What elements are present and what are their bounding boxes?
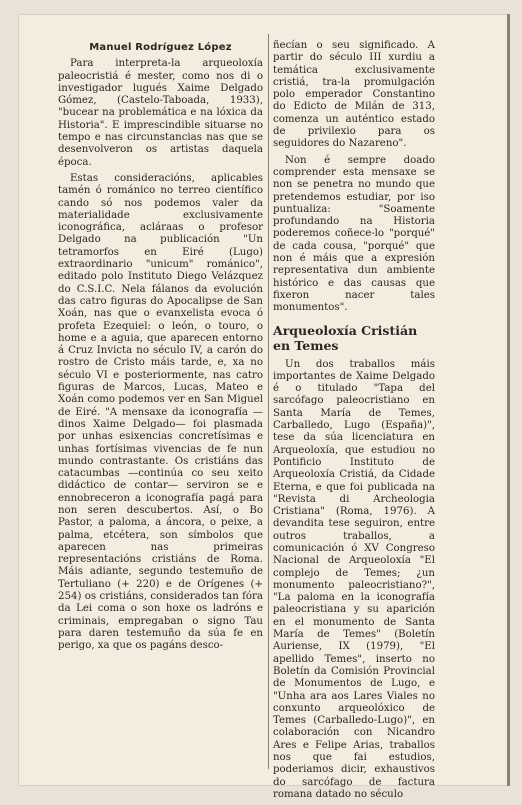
author-byline: Manuel Rodríguez López — [89, 42, 232, 53]
newspaper-clipping — [18, 14, 510, 800]
paragraph: ñecían o seu significado. A partir do século III xurdiu a temática exclusivamente cristiá, tra-la promulgación polo emperador Constantino do Edicto de Milán de 313, comenza un auténtico estado de privilexio para os seguidores do Nazareno". — [273, 40, 435, 150]
paragraph: Non é sempre doado comprender esta mensaxe se non se penetra no mundo que pretendemos estudiar, por iso puntualiza: "Soamente profundando na Historia poderemos coñece-lo "porqué" de cada cousa, "porqué" que non é máis que a expresión representativa dun ambiente histórico e das causas que fixeron nacer tales monumentos". — [273, 154, 435, 314]
column-divider — [268, 34, 269, 769]
left-column — [58, 42, 263, 657]
section-heading: Arqueoloxía Cristián en Temes — [273, 322, 418, 353]
right-column — [273, 40, 435, 805]
paper-edge — [507, 14, 510, 786]
paragraph: Un dos traballos máis importantes de Xaime Delgado é o titulado "Tapa del sarcófago paleocristiano en Santa María de Temes, Carballedo, Lugo (España)", tese da súa licenciatura en Arqueoloxía, que estudiou no Pontificio Instituto de Arqueoloxía Cristiá, da Cidade Eterna, e que foi publicada na "Revista di Archeologia Cristiana" (Roma, 1976). A devandita tese seguiron, entre outros traballos, a comunicación ó XV Congreso Nacional de Arqueoloxía "El complejo de Temes; ¿un monumento paleocristiano?", "La paloma en la iconografía paleocristiana y su aparición en el monumento de Santa María de Temes" (Boletín Auriense, IX (1979), "El apellido Temes", inserto no Boletín da Comisión Provincial de Monumentos de Lugo, e "Unha ara aos Lares Viales no conxunto arqueolóxico de Temes (Carballedo-Lugo)", en colaboración con Nicandro Ares e Felipe Arias, traballos nos que fai estudios, poderiamos dicir, exhaustivos do sarcófago de factura romana datado no século — [273, 358, 435, 800]
paragraph: Para interpreta-la arqueoloxía paleocristiá é mester, como nos di o investigador lugués Xaime Delgado Gómez, (Castelo-Taboada, 1933), "bucear na problemática e na lóxica da Historia". E imprescindible situarse no tempo e nas circunstancias nas que se desenvolveron os artistas daquela época. — [58, 58, 263, 168]
paragraph: Estas consideracións, aplicables tamén ó románico no terreo científico cando só nos podemos valer da materialidade exclusivamente iconográfica, acláraas o profesor Delgado na publicación "Un tetramorfos en Eiré (Lugo) extraordinario "unicum" románico", editado polo Instituto Diego Velázquez do C.S.I.C. Nela fálanos da evolución das catro figuras do Apocalipse de San Xoán, nas que o evanxelista evoca ó profeta Ezequiel: o león, o touro, o home e a aguia, que aparecen entorno á Cruz Invicta no século IV, a carón do rostro de Cristo máis tarde, e, xa no século VI e posteriormente, nas catro figuras de Marcos, Lucas, Mateo e Xoán como podemos ver en San Miguel de Eiré. "A mensaxe da iconografía —dinos Xaime Delgado— foi plasmada por unhas esixencias concretísimas e unhas fortísimas vivencias de fe nun mundo contrastante. Os cristiáns das catacumbas —continúa co seu xeito didáctico de contar— serviron se e ennobreceron a iconografía pagá para non seren descubertos. Así, o Bo Pastor, a paloma, a áncora, o peixe, a palma, etcétera, son símbolos que aparecen nas primeiras representacións cristiáns de Roma. Máis adiante, segundo testemuño de Tertuliano (+ 220) e de Orígenes (+ 254) os cristiáns, considerados tan fóra da Lei coma o son hoxe os ladróns e criminais, empregaban o signo Tau para daren testemuño da súa fe en perigo, xa que os pagáns desco- — [58, 172, 263, 652]
